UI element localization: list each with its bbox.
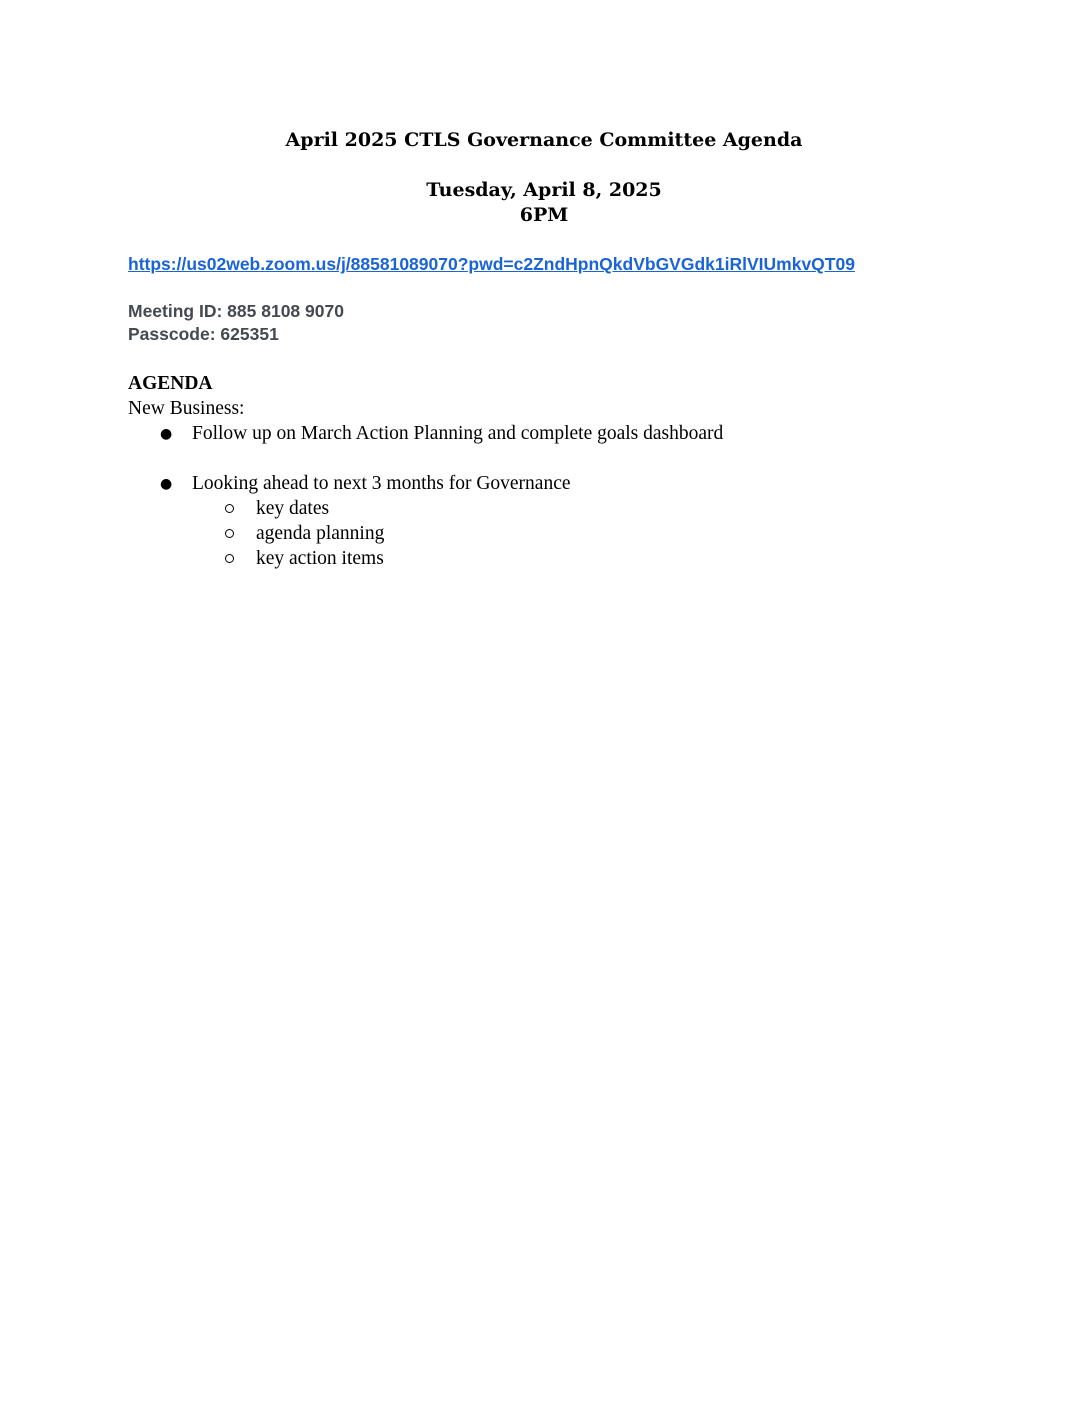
meeting-id: Meeting ID: 885 8108 9070 [128, 301, 344, 321]
sub-list-item: agenda planning [256, 523, 385, 544]
meeting-time: 6PM [519, 204, 569, 226]
bullet-icon: ● [160, 426, 173, 442]
list-item: Follow up on March Action Planning and complete goals dashboard [192, 423, 724, 444]
document-title: April 2025 CTLS Governance Committee Agenda [285, 129, 803, 151]
circle-bullet-icon [225, 504, 234, 513]
meeting-date: Tuesday, April 8, 2025 [426, 179, 662, 201]
bullet-icon: ● [160, 476, 173, 492]
agenda-heading: AGENDA [128, 373, 213, 394]
sub-list-item: key dates [256, 498, 330, 519]
zoom-meeting-link[interactable]: https://us02web.zoom.us/j/88581089070?pwd=c2ZndHpnQkdVbGVGdk1iRlVIUmkvQT09 [128, 254, 855, 274]
meeting-passcode: Passcode: 625351 [128, 324, 279, 344]
list-item: Looking ahead to next 3 months for Governance [192, 473, 571, 494]
sub-list-item: key action items [256, 548, 384, 569]
agenda-section-label: New Business: [128, 398, 245, 419]
circle-bullet-icon [225, 554, 234, 563]
circle-bullet-icon [225, 529, 234, 538]
